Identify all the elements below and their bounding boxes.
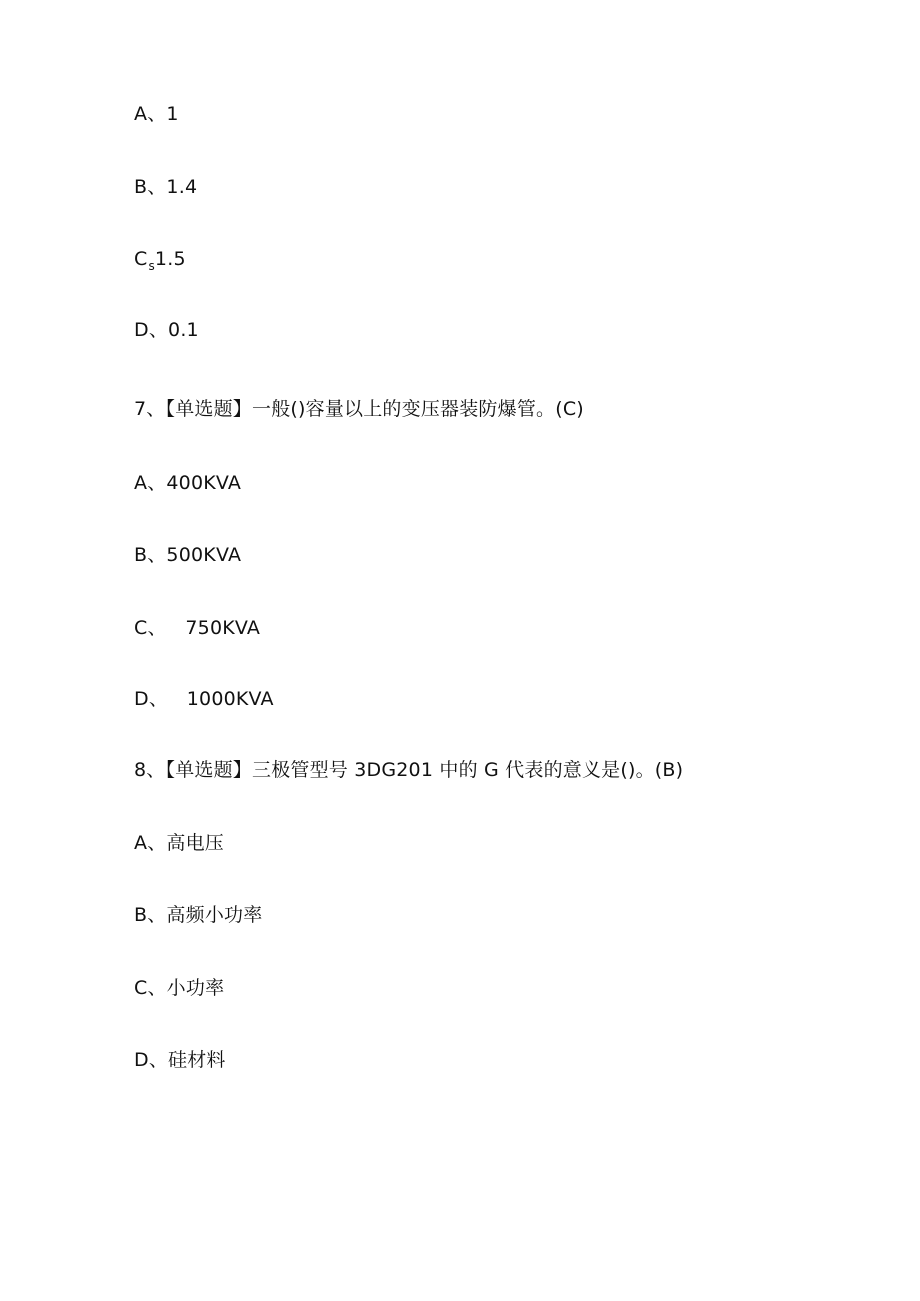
q7-option-c: C、 750KVA bbox=[134, 617, 261, 639]
q6-option-c-subscript: s bbox=[148, 259, 155, 273]
q6-option-a: A、1 bbox=[134, 103, 179, 125]
q6-option-c bbox=[134, 247, 186, 273]
q6-option-c-value: 1.5 bbox=[154, 248, 186, 270]
q6-option-d: D、0.1 bbox=[134, 319, 199, 341]
q6-option-c-letter: C bbox=[134, 248, 148, 270]
q8-stem: 8、【单选题】三极管型号 3DG201 中的 G 代表的意义是()。(B) bbox=[134, 759, 684, 781]
q7-option-a: A、400KVA bbox=[134, 472, 242, 494]
q8-option-b: B、高频小功率 bbox=[134, 904, 263, 926]
q8-option-d: D、硅材料 bbox=[134, 1049, 226, 1071]
q8-option-c: C、小功率 bbox=[134, 977, 225, 999]
q7-option-b: B、500KVA bbox=[134, 544, 242, 566]
q7-stem: 7、【单选题】一般()容量以上的变压器装防爆管。(C) bbox=[134, 398, 584, 420]
q6-option-b: B、1.4 bbox=[134, 176, 198, 198]
q7-option-d: D、 1000KVA bbox=[134, 688, 274, 710]
q8-option-a: A、高电压 bbox=[134, 832, 224, 854]
